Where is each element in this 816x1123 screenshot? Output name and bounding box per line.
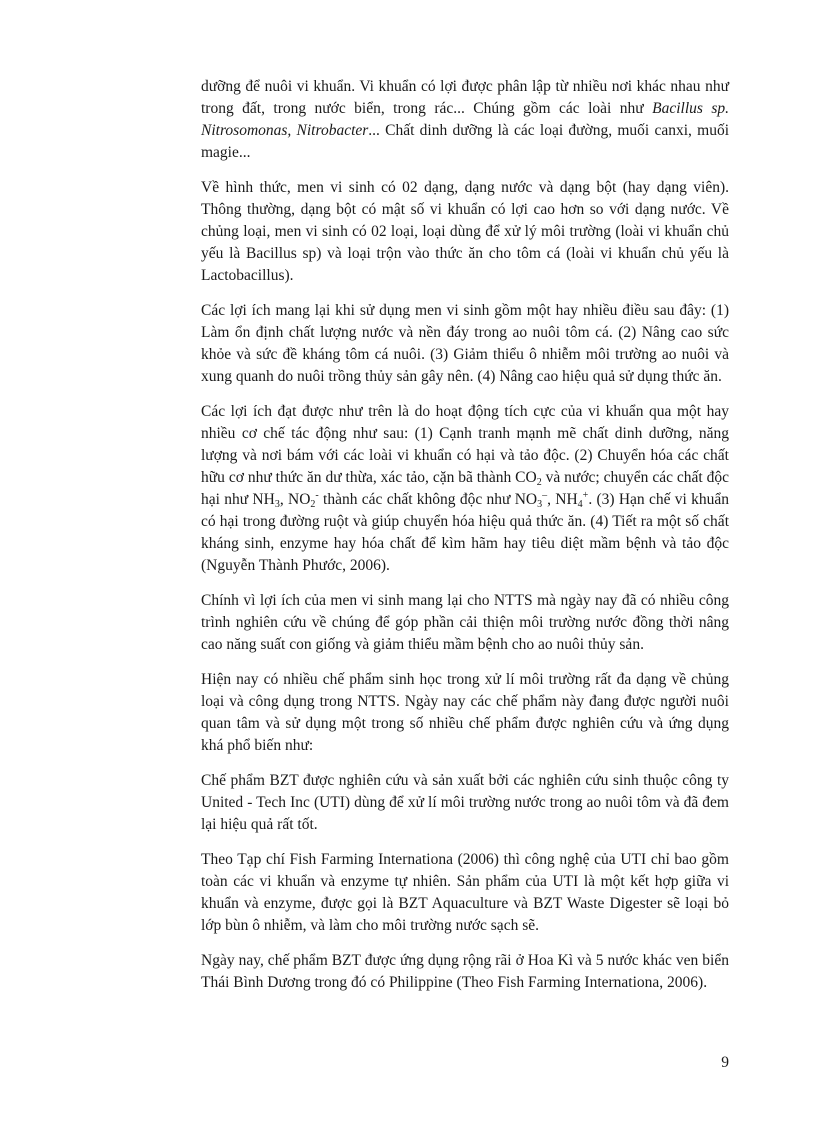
paragraph-4-text-d: thành các chất không độc như NO	[318, 491, 538, 508]
paragraph-4-text-e: , NH	[547, 491, 578, 508]
paragraph-8: Theo Tạp chí Fish Farming Internationa (2006) thì công nghệ của UTI chỉ bao gồm toàn các vi khuẩn và enzyme tự nhiên. Sản phẩm của UTI là một kết hợp giữa vi khuẩn và enzyme, được gọi là BZT Aquaculture và BZT Waste Digester sẽ loại bỏ lớp bùn ô nhiễm, và làm cho môi trường nước sạch sẽ.	[201, 851, 729, 934]
paragraph-4	[201, 401, 729, 577]
paragraph-9: Ngày nay, chế phẩm BZT được ứng dụng rộng rãi ở Hoa Kì và 5 nước khác ven biển Thái Bình Dương trong đó có Philippine (Theo Fish Farming Internationa, 2006).	[201, 952, 729, 991]
paragraph-4-text-c: , NO	[279, 491, 311, 508]
paragraph-3: Các lợi ích mang lại khi sử dụng men vi sinh gồm một hay nhiều điều sau đây: (1) Làm ổn định chất lượng nước và nền đáy trong ao nuôi tôm cá. (2) Nâng cao sức khỏe và sức đề kháng tôm cá nuôi. (3) Giảm thiểu ô nhiễm môi trường ao nuôi và xung quanh do nuôi trồng thủy sản gây nên. (4) Nâng cao hiệu quả sử dụng thức ăn.	[201, 302, 729, 385]
paragraph-5: Chính vì lợi ích của men vi sinh mang lại cho NTTS mà ngày nay đã có nhiều công trình nghiên cứu về chúng để góp phần cải thiện môi trường nước đồng thời nâng cao năng suất con giống và giảm thiểu mầm bệnh cho ao nuôi thủy sản.	[201, 592, 729, 653]
paragraph-2: Về hình thức, men vi sinh có 02 dạng, dạng nước và dạng bột (hay dạng viên). Thông thường, dạng bột có mật số vi khuẩn có lợi cao hơn so với dạng nước. Về chủng loại, men vi sinh có 02 loại, loại dùng để xử lý môi trường (loài vi khuẩn chủ yếu là Bacillus sp) và loại trộn vào thức ăn cho tôm cá (loài vi khuẩn chủ yếu là Lactobacillus).	[201, 179, 729, 284]
document-page	[201, 76, 729, 1007]
paragraph-7: Chế phẩm BZT được nghiên cứu và sản xuất bởi các nghiên cứu sinh thuộc công ty United - Tech Inc (UTI) dùng để xử lí môi trường nước trong ao nuôi tôm và đã đem lại hiệu quả rất tốt.	[201, 772, 729, 833]
paragraph-1	[201, 76, 729, 164]
paragraph-4-text-b: và nước; chuyển các chất độc hại như NH	[201, 469, 729, 508]
subscript: 3	[274, 499, 280, 510]
paragraph-1-text-b: ... Chất dinh dưỡng là các loại đường, muối canxi, muối magie...	[201, 122, 729, 161]
species-names: Bacillus sp. Nitrosomonas, Nitrobacter	[201, 100, 729, 139]
paragraph-1-text-a: dưỡng để nuôi vi khuẩn. Vi khuẩn có lợi được phân lập từ nhiều nơi khác nhau như trong đất, trong nước biển, trong rác... Chúng gồm các loài như	[201, 78, 729, 117]
paragraph-4-text-a: Các lợi ích đạt được như trên là do hoạt động tích cực của vi khuẩn qua một hay nhiều cơ chế tác động như sau: (1) Cạnh tranh mạnh mẽ chất dinh dưỡng, năng lượng và nơi bám với các loài vi khuẩn có hại và tảo độc. (2) Chuyển hóa các chất hữu cơ như thức ăn dư thừa, xác tảo, cặn bã thành CO	[201, 403, 729, 486]
subscript: 4	[577, 499, 583, 510]
subscript: 3	[537, 499, 543, 510]
paragraph-6: Hiện nay có nhiều chế phẩm sinh học trong xử lí môi trường rất đa dạng về chủng loại và công dụng trong NTTS. Ngày nay các chế phẩm này đang được người nuôi quan tâm và sử dụng một trong số nhiều chế phẩm được nghiên cứu và ứng dụng khá phổ biến như:	[201, 671, 729, 754]
page-number: 9	[721, 1054, 729, 1071]
subscript: 2	[536, 477, 542, 488]
paragraph-4-text-f: . (3) Hạn chế vi khuẩn có hại trong đường ruột và giúp chuyển hóa hiệu quả thức ăn. (4) Tiết ra một số chất kháng sinh, enzyme hay hóa chất để kìm hãm hay tiêu diệt mầm bệnh và tảo độc (Nguyễn Thành Phước, 2006).	[201, 491, 730, 574]
superscript: -	[315, 490, 319, 501]
subscript: 2	[310, 499, 316, 510]
superscript: –	[542, 490, 548, 501]
superscript: +	[582, 490, 589, 501]
